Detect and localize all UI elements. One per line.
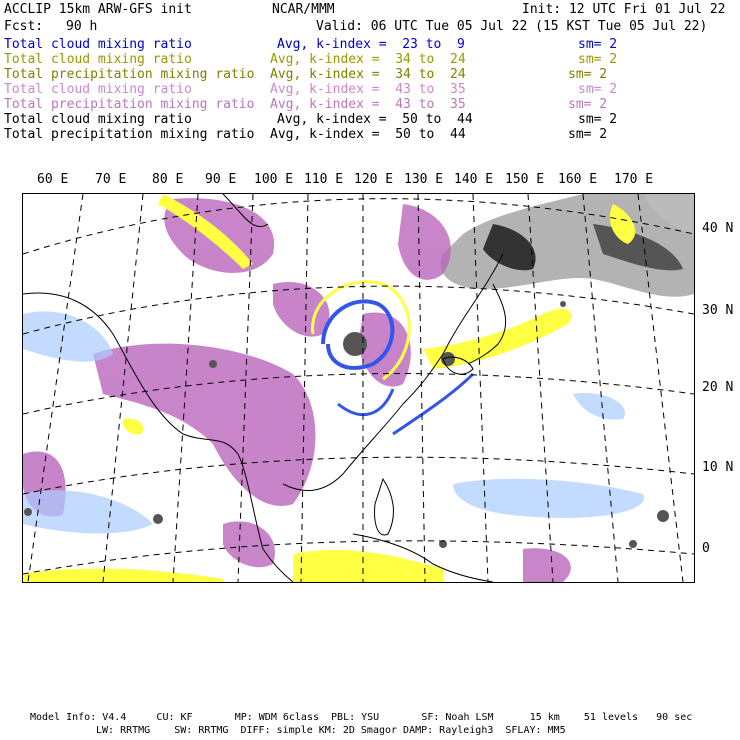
forecast-label: Fcst: [4, 19, 44, 34]
legend-field-5: Total precipitation mixing ratio [4, 97, 255, 112]
legend-avg-1: Avg, k-index = 23 to 9 [277, 37, 465, 52]
forecast-hours: 90 h [66, 19, 98, 34]
lon-label: 70 E [95, 172, 127, 187]
lon-label: 110 E [304, 172, 344, 187]
lon-label: 60 E [37, 172, 69, 187]
legend-sm-4: sm= 2 [578, 82, 618, 97]
lat-label: 20 N [702, 380, 734, 395]
cloud-field-lightblue [23, 311, 644, 533]
lon-label: 170 E [614, 172, 654, 187]
legend-avg-2: Avg, k-index = 34 to 24 [270, 52, 466, 67]
legend-sm-1: sm= 2 [578, 37, 618, 52]
legend-field-4: Total cloud mixing ratio [4, 82, 192, 97]
init-time: Init: 12 UTC Fri 01 Jul 22 [522, 2, 726, 17]
forecast-map [22, 193, 695, 583]
model-title: ACCLIP 15km ARW-GFS init [4, 2, 192, 17]
organization: NCAR/MMM [272, 2, 335, 17]
legend-field-3: Total precipitation mixing ratio [4, 67, 255, 82]
model-info-line-1: Model Info: V4.4 CU: KF MP: WDM 6class PBL: YSU SF: Noah LSM 15 km 51 levels 90 sec [30, 712, 693, 723]
legend-avg-3: Avg, k-index = 34 to 24 [270, 67, 466, 82]
lon-label: 90 E [205, 172, 237, 187]
legend-sm-5: sm= 2 [568, 97, 608, 112]
lat-label: 30 N [702, 303, 734, 318]
lon-label: 100 E [254, 172, 294, 187]
legend-field-2: Total cloud mixing ratio [4, 52, 192, 67]
legend-avg-7: Avg, k-index = 50 to 44 [270, 127, 466, 142]
legend-field-7: Total precipitation mixing ratio [4, 127, 255, 142]
legend-sm-2: sm= 2 [578, 52, 618, 67]
lat-label: 10 N [702, 460, 734, 475]
lon-label: 160 E [558, 172, 598, 187]
lon-label: 150 E [505, 172, 545, 187]
legend-avg-5: Avg, k-index = 43 to 35 [270, 97, 466, 112]
cloud-field-gray [440, 194, 694, 297]
map-canvas [23, 194, 694, 582]
valid-time: Valid: 06 UTC Tue 05 Jul 22 (15 KST Tue 05 Jul 22) [316, 19, 708, 34]
lon-label: 120 E [354, 172, 394, 187]
lon-label: 130 E [404, 172, 444, 187]
lon-label: 140 E [454, 172, 494, 187]
cloud-band-blue [393, 374, 473, 434]
legend-field-1: Total cloud mixing ratio [4, 37, 192, 52]
legend-avg-4: Avg, k-index = 43 to 35 [270, 82, 466, 97]
legend-avg-6: Avg, k-index = 50 to 44 [277, 112, 473, 127]
model-info-line-2: LW: RRTMG SW: RRTMG DIFF: simple KM: 2D Smagor DAMP: Rayleigh3 SFLAY: MM5 [96, 725, 566, 736]
legend-sm-7: sm= 2 [568, 127, 608, 142]
legend-sm-3: sm= 2 [568, 67, 608, 82]
lat-label: 0 [702, 541, 710, 556]
lat-label: 40 N [702, 221, 734, 236]
legend-sm-6: sm= 2 [578, 112, 618, 127]
legend-field-6: Total cloud mixing ratio [4, 112, 192, 127]
lon-label: 80 E [152, 172, 184, 187]
